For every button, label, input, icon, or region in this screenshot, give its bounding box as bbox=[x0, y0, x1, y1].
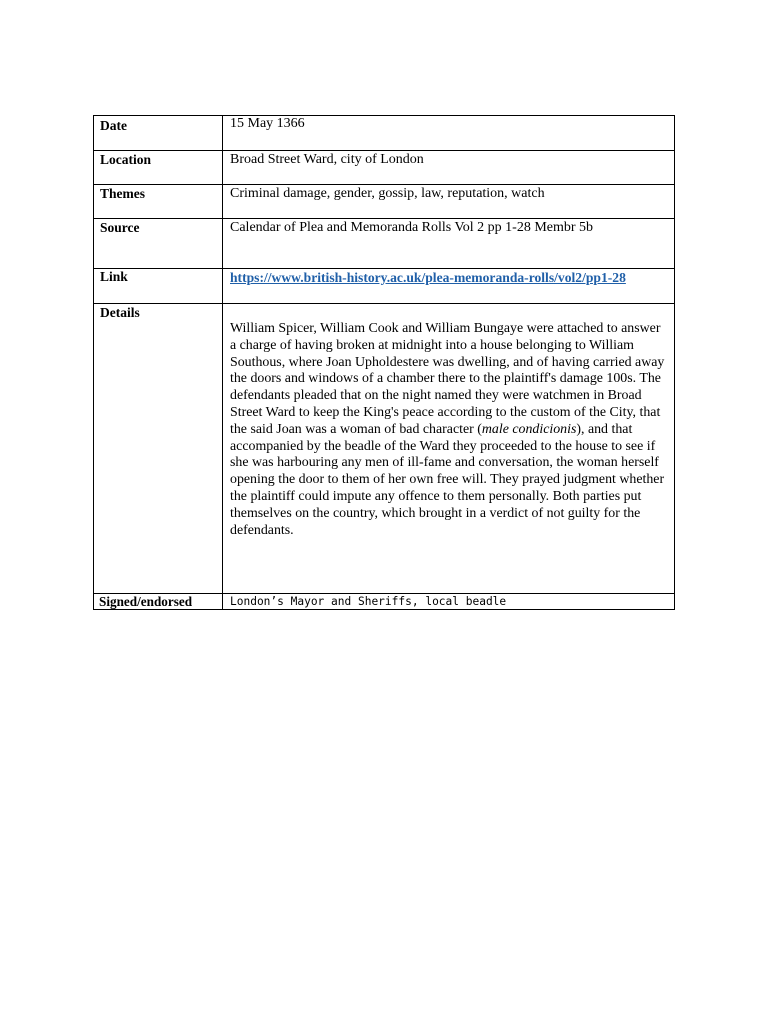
details-text bbox=[230, 304, 666, 539]
date-value: 15 May 1366 bbox=[230, 116, 305, 131]
details-value-cell bbox=[223, 304, 675, 594]
date-label-cell bbox=[94, 116, 223, 151]
signed-value: London’s Mayor and Sheriffs, local beadle bbox=[230, 595, 507, 608]
row-themes bbox=[94, 185, 675, 219]
themes-value: Criminal damage, gender, gossip, law, reputation, watch bbox=[230, 186, 545, 201]
location-label: Location bbox=[100, 152, 152, 167]
themes-label-cell bbox=[94, 185, 223, 219]
details-text-after: ), and that accompanied by the beadle of the Ward they proceeded to the house to see if she was harbouring any men of ill-fame and conversation, the woman herself opening the door to them of her own free will. They prayed judgment whether the plaintiff could impute any offence to them personally. Both parties put themselves on the country, which brought in a verdict of not guilty for the defendants. bbox=[230, 421, 665, 538]
date-label: Date bbox=[100, 118, 127, 133]
row-source bbox=[94, 219, 675, 269]
row-date bbox=[94, 116, 675, 151]
row-location bbox=[94, 151, 675, 185]
link-label-cell bbox=[94, 269, 223, 304]
themes-value-cell bbox=[223, 185, 675, 219]
date-value-cell bbox=[223, 116, 675, 151]
link-value-cell bbox=[223, 269, 675, 304]
location-value-cell bbox=[223, 151, 675, 185]
details-label-cell bbox=[94, 304, 223, 594]
row-signed bbox=[94, 594, 675, 610]
source-value-cell bbox=[223, 219, 675, 269]
location-value: Broad Street Ward, city of London bbox=[230, 152, 424, 167]
source-label-cell bbox=[94, 219, 223, 269]
link-label: Link bbox=[100, 269, 128, 284]
source-link[interactable]: https://www.british-history.ac.uk/plea-memoranda-rolls/vol2/pp1-28 bbox=[230, 270, 626, 285]
record-table bbox=[93, 115, 675, 610]
source-label: Source bbox=[100, 220, 140, 235]
details-text-before: William Spicer, William Cook and William Bungaye were attached to answer a charge of having broken at midnight into a house belonging to William Southous, where Joan Upholdestere was dwelling, and of having carried away the doors and windows of a chamber there to the plaintiff's damage 100s. The defendants pleaded that on the night named they were watchmen in Broad Street Ward to keep the King's peace according to the custom of the City, that the said Joan was a woman of bad character ( bbox=[230, 321, 665, 437]
details-text-italic: male condicionis bbox=[481, 421, 577, 437]
themes-label: Themes bbox=[100, 186, 145, 201]
row-details bbox=[94, 304, 675, 594]
signed-label-cell bbox=[94, 594, 223, 610]
details-label: Details bbox=[100, 305, 140, 320]
source-value: Calendar of Plea and Memoranda Rolls Vol 2 pp 1-28 Membr 5b bbox=[230, 220, 594, 235]
row-link bbox=[94, 269, 675, 304]
signed-label: Signed/endorsed bbox=[99, 594, 193, 609]
signed-value-cell bbox=[223, 594, 675, 610]
location-label-cell bbox=[94, 151, 223, 185]
